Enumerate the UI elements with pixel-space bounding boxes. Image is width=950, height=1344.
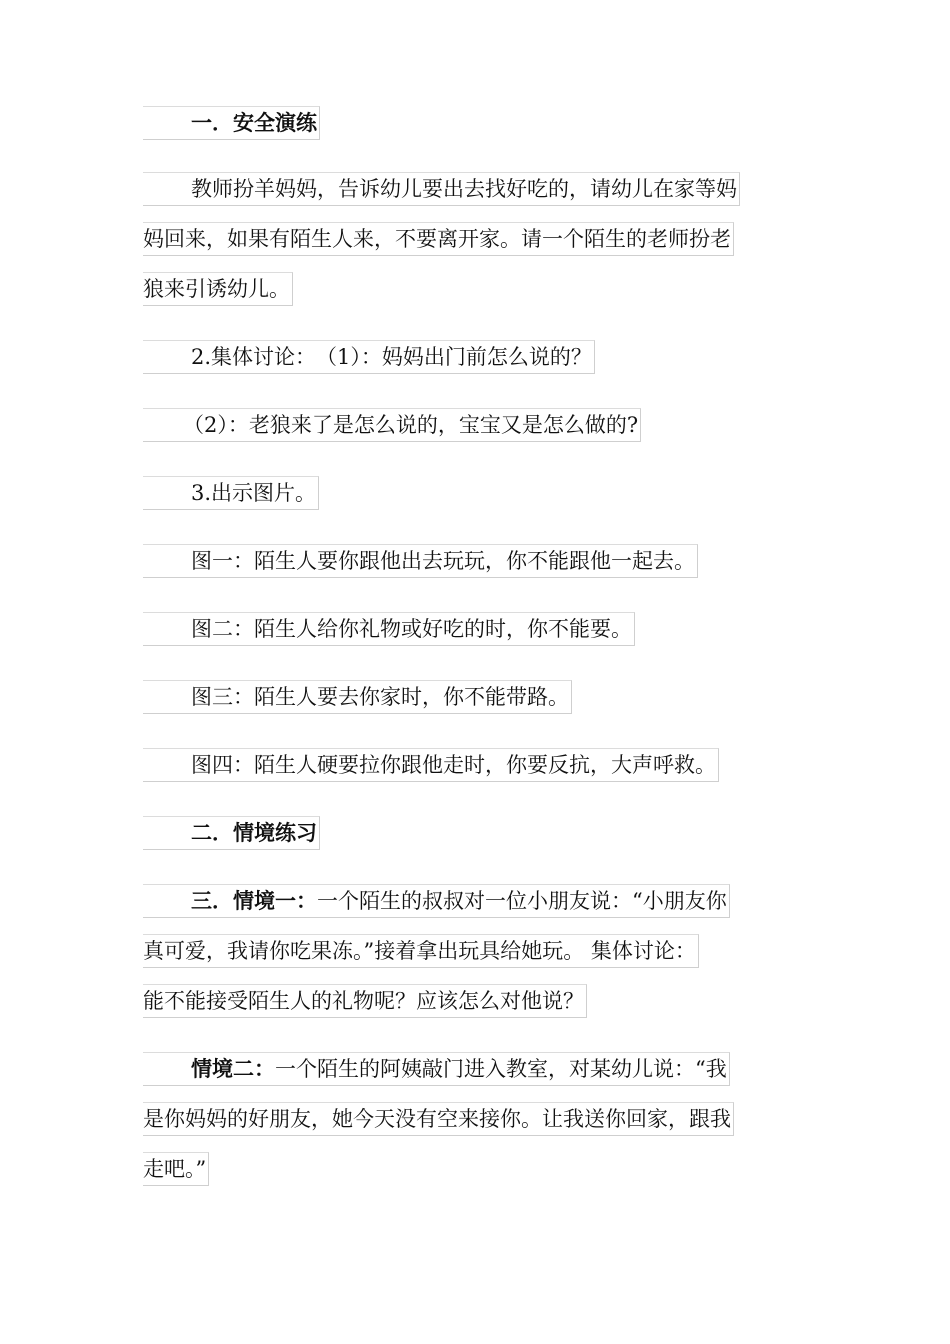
paragraph-line: 图一：陌生人要你跟他出去玩玩，你不能跟他一起去。 (143, 544, 698, 578)
paragraph-line: 图二：陌生人给你礼物或好吃的时，你不能要。 (143, 612, 635, 646)
picture-3-text (143, 670, 572, 720)
paragraph-line: 走吧。” (143, 1152, 209, 1186)
picture-1-text (143, 534, 698, 584)
paragraph-line: 一个陌生的阿姨敲门进入教室，对某幼儿说：“我 (275, 1056, 727, 1081)
paragraph-line: 是你妈妈的好朋友，她今天没有空来接你。让我送你回家，跟我 (143, 1102, 734, 1136)
paragraph-role-play (143, 162, 740, 312)
scenario-label: 情境二： (191, 1056, 275, 1081)
heading-text: 一．安全演练 (143, 106, 320, 140)
discussion-question-2 (143, 398, 641, 448)
paragraph-line: 图三：陌生人要去你家时，你不能带路。 (143, 680, 572, 714)
pictures-intro (143, 466, 319, 516)
scenario-1 (143, 874, 730, 1024)
scenario-2 (143, 1042, 734, 1192)
paragraph-line: 一个陌生的叔叔对一位小朋友说：“小朋友你 (317, 888, 727, 913)
section-heading-safety-drill (143, 96, 320, 146)
picture-2-text (143, 602, 635, 652)
paragraph-line: 3.出示图片。 (143, 476, 319, 510)
scenario-label: 三．情境一： (191, 888, 317, 913)
paragraph-line: 妈回来，如果有陌生人来，不要离开家。请一个陌生的老师扮老 (143, 222, 734, 256)
paragraph-line: 真可爱，我请你吃果冻。”接着拿出玩具给她玩。 集体讨论： (143, 934, 699, 968)
section-heading-scenario-practice (143, 806, 320, 856)
picture-4-text (143, 738, 719, 788)
paragraph-line: 狼来引诱幼儿。 (143, 272, 293, 306)
paragraph-line: （2）：老狼来了是怎么说的，宝宝又是怎么做的? (143, 408, 641, 442)
heading-text: 二．情境练习 (143, 816, 320, 850)
paragraph-line: 能不能接受陌生人的礼物呢？应该怎么对他说？ (143, 984, 587, 1018)
paragraph-line: 2.集体讨论： （1）：妈妈出门前怎么说的？ (143, 340, 595, 374)
discussion-question-1 (143, 330, 595, 380)
paragraph-line: 图四：陌生人硬要拉你跟他走时，你要反抗，大声呼救。 (143, 748, 719, 782)
paragraph-line: 教师扮羊妈妈，告诉幼儿要出去找好吃的，请幼儿在家等妈 (143, 172, 740, 206)
